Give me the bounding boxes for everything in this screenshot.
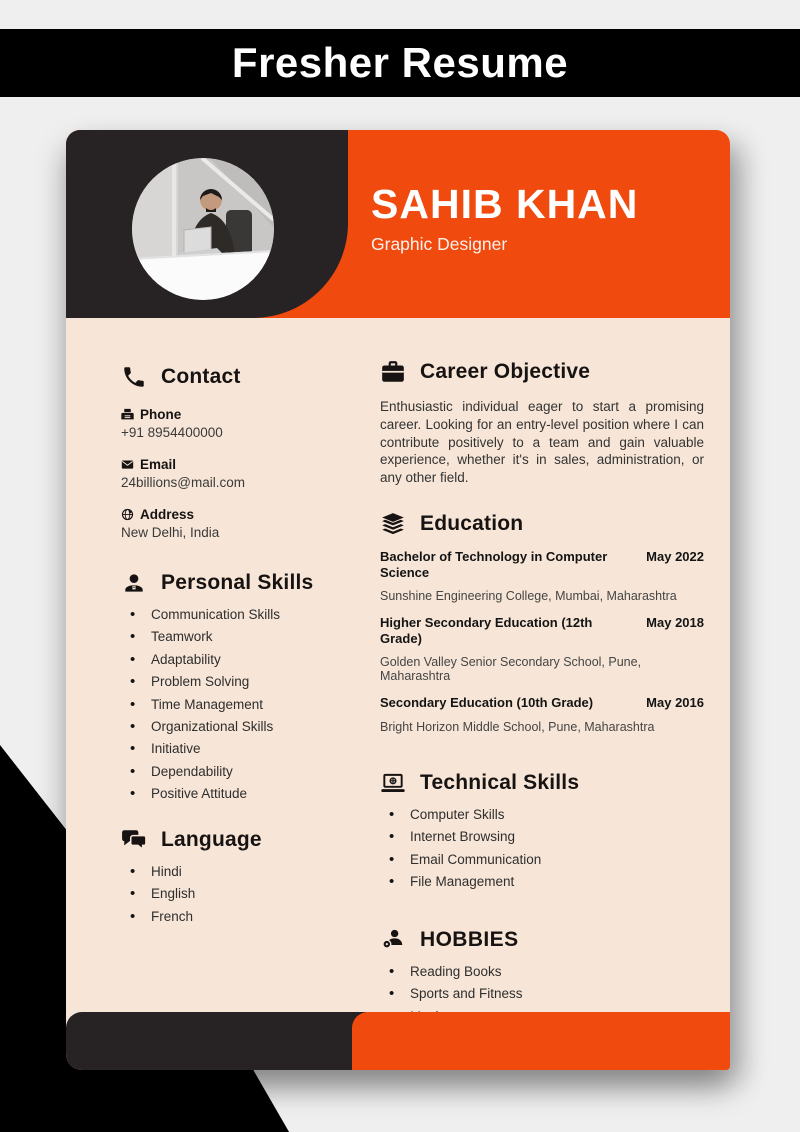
education-school: Golden Valley Senior Secondary School, Pune, Maharashtra (380, 655, 642, 684)
books-icon (380, 511, 406, 537)
list-item: • Sports and Fitness (380, 986, 704, 1003)
phone-icon (121, 364, 147, 390)
list-item: • Adaptability (121, 652, 335, 669)
list-item: • File Management (380, 874, 704, 891)
section-title-contact: Contact (161, 365, 241, 388)
list-item: • Positive Attitude (121, 786, 335, 803)
list-item: • Time Management (121, 697, 335, 714)
education-list (380, 549, 704, 734)
education-item (380, 615, 704, 683)
phone-value: +91 8954400000 (121, 425, 223, 440)
education-date: May 2016 (646, 695, 704, 711)
left-column (121, 364, 335, 931)
list-item: • Initiative (121, 741, 335, 758)
fax-icon (121, 408, 134, 421)
list-item: • Dependability (121, 764, 335, 781)
contact-label-text: Phone (140, 407, 182, 422)
profile-photo-illustration (132, 158, 274, 300)
section-hobbies (380, 927, 704, 953)
section-language (121, 827, 335, 853)
contact-label-phone (121, 407, 335, 422)
person-headphones-icon (380, 927, 406, 953)
section-title-career-objective: Career Objective (420, 360, 591, 383)
candidate-job-title: Graphic Designer (371, 234, 508, 255)
person-icon (121, 570, 147, 596)
contact-label-email (121, 457, 335, 472)
language-list (121, 864, 335, 926)
list-item: • Teamwork (121, 629, 335, 646)
globe-icon (121, 508, 134, 521)
section-title-education: Education (420, 512, 524, 536)
resume-page (66, 130, 730, 1070)
education-degree: Secondary Education (10th Grade) (380, 695, 594, 711)
email-value: 24billions@mail.com (121, 475, 245, 490)
contact-label-text: Email (140, 457, 177, 472)
list-item: • Hindi (121, 864, 335, 881)
career-objective-text: Enthusiastic individual eager to start a promising career. Looking for an entry-level position where I can contribute positively to a team and gain valuable experience, whether it's in sales, administration, or any other field. (380, 399, 704, 486)
education-school: Bright Horizon Middle School, Pune, Maharashtra (380, 720, 655, 735)
right-column (380, 359, 704, 1054)
contact-label-text: Address (140, 507, 195, 522)
list-item: • Email Communication (380, 852, 704, 869)
list-item: • Computer Skills (380, 807, 704, 824)
contact-item-email (121, 457, 335, 490)
page-title: Fresher Resume (231, 39, 569, 86)
education-date: May 2018 (646, 615, 704, 631)
envelope-icon (121, 458, 134, 471)
contact-item-phone (121, 407, 335, 440)
education-item (380, 549, 704, 603)
education-degree: Higher Secondary Education (12th Grade) (380, 615, 593, 646)
section-title-hobbies: HOBBIES (420, 928, 519, 952)
section-personal-skills (121, 570, 335, 596)
education-school: Sunshine Engineering College, Mumbai, Maharashtra (380, 589, 677, 604)
personal-skills-list (121, 607, 335, 803)
section-title-technical-skills: Technical Skills (420, 771, 580, 795)
list-item: • Reading Books (380, 964, 704, 981)
laptop-icon (380, 770, 406, 796)
contact-label-address (121, 507, 335, 522)
address-value: New Delhi, India (121, 525, 220, 540)
list-item: • Problem Solving (121, 674, 335, 691)
education-item (380, 695, 704, 734)
section-contact (121, 364, 335, 390)
list-item: • French (121, 909, 335, 926)
footer-orange-band (352, 1012, 730, 1070)
education-degree: Bachelor of Technology in Computer Science (380, 549, 608, 580)
section-title-personal-skills: Personal Skills (161, 571, 314, 594)
section-technical-skills (380, 770, 704, 796)
candidate-name: SAHIB KHAN (371, 181, 639, 227)
briefcase-icon (380, 359, 406, 385)
technical-skills-list (380, 807, 704, 891)
footer-dark-band (66, 1012, 366, 1070)
profile-photo (132, 158, 274, 300)
list-item: • Internet Browsing (380, 829, 704, 846)
section-title-language: Language (161, 827, 262, 851)
section-education (380, 511, 704, 537)
list-item: • Communication Skills (121, 607, 335, 624)
header-identity (371, 183, 638, 255)
top-banner (0, 29, 800, 97)
contact-item-address (121, 507, 335, 540)
list-item: • Organizational Skills (121, 719, 335, 736)
education-date: May 2022 (646, 549, 704, 565)
speech-bubbles-icon (121, 827, 147, 853)
section-career-objective (380, 359, 704, 385)
list-item: • English (121, 886, 335, 903)
